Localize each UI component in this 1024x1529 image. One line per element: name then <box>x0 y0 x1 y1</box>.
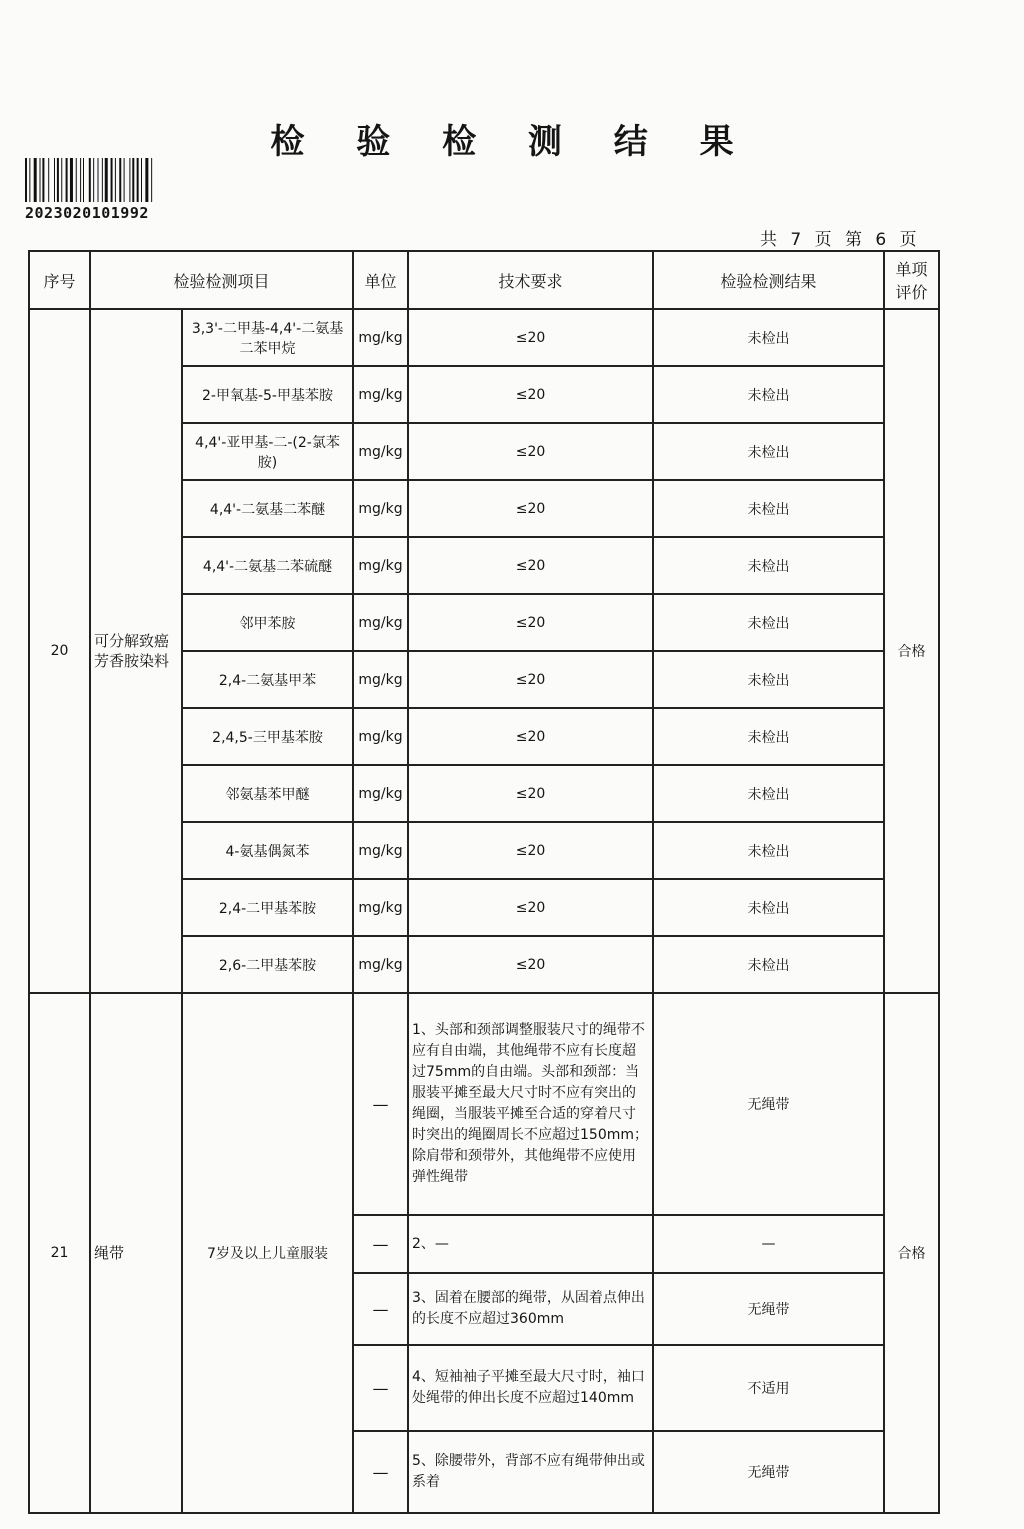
unit-cell: — <box>353 993 408 1215</box>
requirement-cell: ≤20 <box>408 480 653 537</box>
result-cell: 不适用 <box>653 1345 884 1431</box>
requirement-cell: ≤20 <box>408 423 653 480</box>
unit-cell: mg/kg <box>353 936 408 993</box>
item-name-cell: 4,4'-二氨基二苯醚 <box>182 480 353 537</box>
page-info: 共 7 页 第 6 页 <box>760 230 921 250</box>
requirement-cell: ≤20 <box>408 309 653 366</box>
subcategory-cell: 7岁及以上儿童服装 <box>182 993 353 1513</box>
unit-cell: — <box>353 1273 408 1345</box>
requirement-cell: ≤20 <box>408 651 653 708</box>
unit-cell: mg/kg <box>353 480 408 537</box>
unit-cell: mg/kg <box>353 765 408 822</box>
seq-cell: 21 <box>29 993 90 1513</box>
seq-cell: 20 <box>29 309 90 993</box>
result-cell: 未检出 <box>653 309 884 366</box>
result-cell: 未检出 <box>653 708 884 765</box>
result-cell: 无绳带 <box>653 993 884 1215</box>
unit-cell: — <box>353 1431 408 1513</box>
result-cell: 无绳带 <box>653 1431 884 1513</box>
item-name-cell: 2,4-二氨基甲苯 <box>182 651 353 708</box>
barcode-image <box>25 158 190 202</box>
header-eval: 单项评价 <box>884 251 939 309</box>
table-row <box>29 309 939 366</box>
header-req: 技术要求 <box>408 251 653 309</box>
item-name-cell: 2,6-二甲基苯胺 <box>182 936 353 993</box>
result-cell: 未检出 <box>653 651 884 708</box>
results-table <box>28 250 940 1514</box>
requirement-cell: ≤20 <box>408 879 653 936</box>
result-cell: 未检出 <box>653 822 884 879</box>
requirement-cell: ≤20 <box>408 765 653 822</box>
header-unit: 单位 <box>353 251 408 309</box>
requirement-cell: ≤20 <box>408 936 653 993</box>
item-name-cell: 2-甲氧基-5-甲基苯胺 <box>182 366 353 423</box>
result-cell: 未检出 <box>653 765 884 822</box>
unit-cell: mg/kg <box>353 879 408 936</box>
item-name-cell: 4-氨基偶氮苯 <box>182 822 353 879</box>
requirement-cell: 2、— <box>408 1215 653 1273</box>
result-cell: 未检出 <box>653 537 884 594</box>
page-title: 检 验 检 测 结 果 <box>270 122 754 162</box>
requirement-cell: 1、头部和颈部调整服装尺寸的绳带不应有自由端，其他绳带不应有长度超过75mm的自由端。头部和颈部：当服装平摊至最大尺寸时不应有突出的绳圈，当服装平摊至合适的穿着尺寸时突出的绳圈周长不应超过150mm；除肩带和颈带外，其他绳带不应使用弹性绳带 <box>408 993 653 1215</box>
result-cell: 未检出 <box>653 594 884 651</box>
requirement-cell: 3、固着在腰部的绳带，从固着点伸出的长度不应超过360mm <box>408 1273 653 1345</box>
unit-cell: mg/kg <box>353 822 408 879</box>
category-cell: 绳带 <box>90 993 182 1513</box>
header-item: 检验检测项目 <box>90 251 353 309</box>
requirement-cell: ≤20 <box>408 822 653 879</box>
result-cell: 未检出 <box>653 423 884 480</box>
item-name-cell: 3,3'-二甲基-4,4'-二氨基二苯甲烷 <box>182 309 353 366</box>
item-name-cell: 邻氨基苯甲醚 <box>182 765 353 822</box>
table-row <box>29 993 939 1215</box>
item-name-cell: 4,4'-亚甲基-二-(2-氯苯胺) <box>182 423 353 480</box>
result-cell: 未检出 <box>653 936 884 993</box>
header-row <box>29 251 939 309</box>
barcode-number: 2023020101992 <box>25 204 149 222</box>
unit-cell: mg/kg <box>353 309 408 366</box>
result-cell: 无绳带 <box>653 1273 884 1345</box>
evaluation-cell: 合格 <box>884 993 939 1513</box>
header-result: 检验检测结果 <box>653 251 884 309</box>
item-name-cell: 邻甲苯胺 <box>182 594 353 651</box>
unit-cell: mg/kg <box>353 594 408 651</box>
requirement-cell: ≤20 <box>408 594 653 651</box>
requirement-cell: ≤20 <box>408 708 653 765</box>
item-name-cell: 4,4'-二氨基二苯硫醚 <box>182 537 353 594</box>
requirement-cell: 5、除腰带外，背部不应有绳带伸出或系着 <box>408 1431 653 1513</box>
requirement-cell: ≤20 <box>408 537 653 594</box>
requirement-cell: ≤20 <box>408 366 653 423</box>
unit-cell: — <box>353 1215 408 1273</box>
header-seq: 序号 <box>29 251 90 309</box>
unit-cell: mg/kg <box>353 708 408 765</box>
unit-cell: mg/kg <box>353 366 408 423</box>
result-cell: 未检出 <box>653 366 884 423</box>
result-cell: — <box>653 1215 884 1273</box>
evaluation-cell: 合格 <box>884 309 939 993</box>
unit-cell: mg/kg <box>353 537 408 594</box>
result-cell: 未检出 <box>653 480 884 537</box>
unit-cell: mg/kg <box>353 651 408 708</box>
unit-cell: — <box>353 1345 408 1431</box>
result-cell: 未检出 <box>653 879 884 936</box>
unit-cell: mg/kg <box>353 423 408 480</box>
category-cell: 可分解致癌芳香胺染料 <box>90 309 182 993</box>
item-name-cell: 2,4-二甲基苯胺 <box>182 879 353 936</box>
requirement-cell: 4、短袖袖子平摊至最大尺寸时，袖口处绳带的伸出长度不应超过140mm <box>408 1345 653 1431</box>
item-name-cell: 2,4,5-三甲基苯胺 <box>182 708 353 765</box>
